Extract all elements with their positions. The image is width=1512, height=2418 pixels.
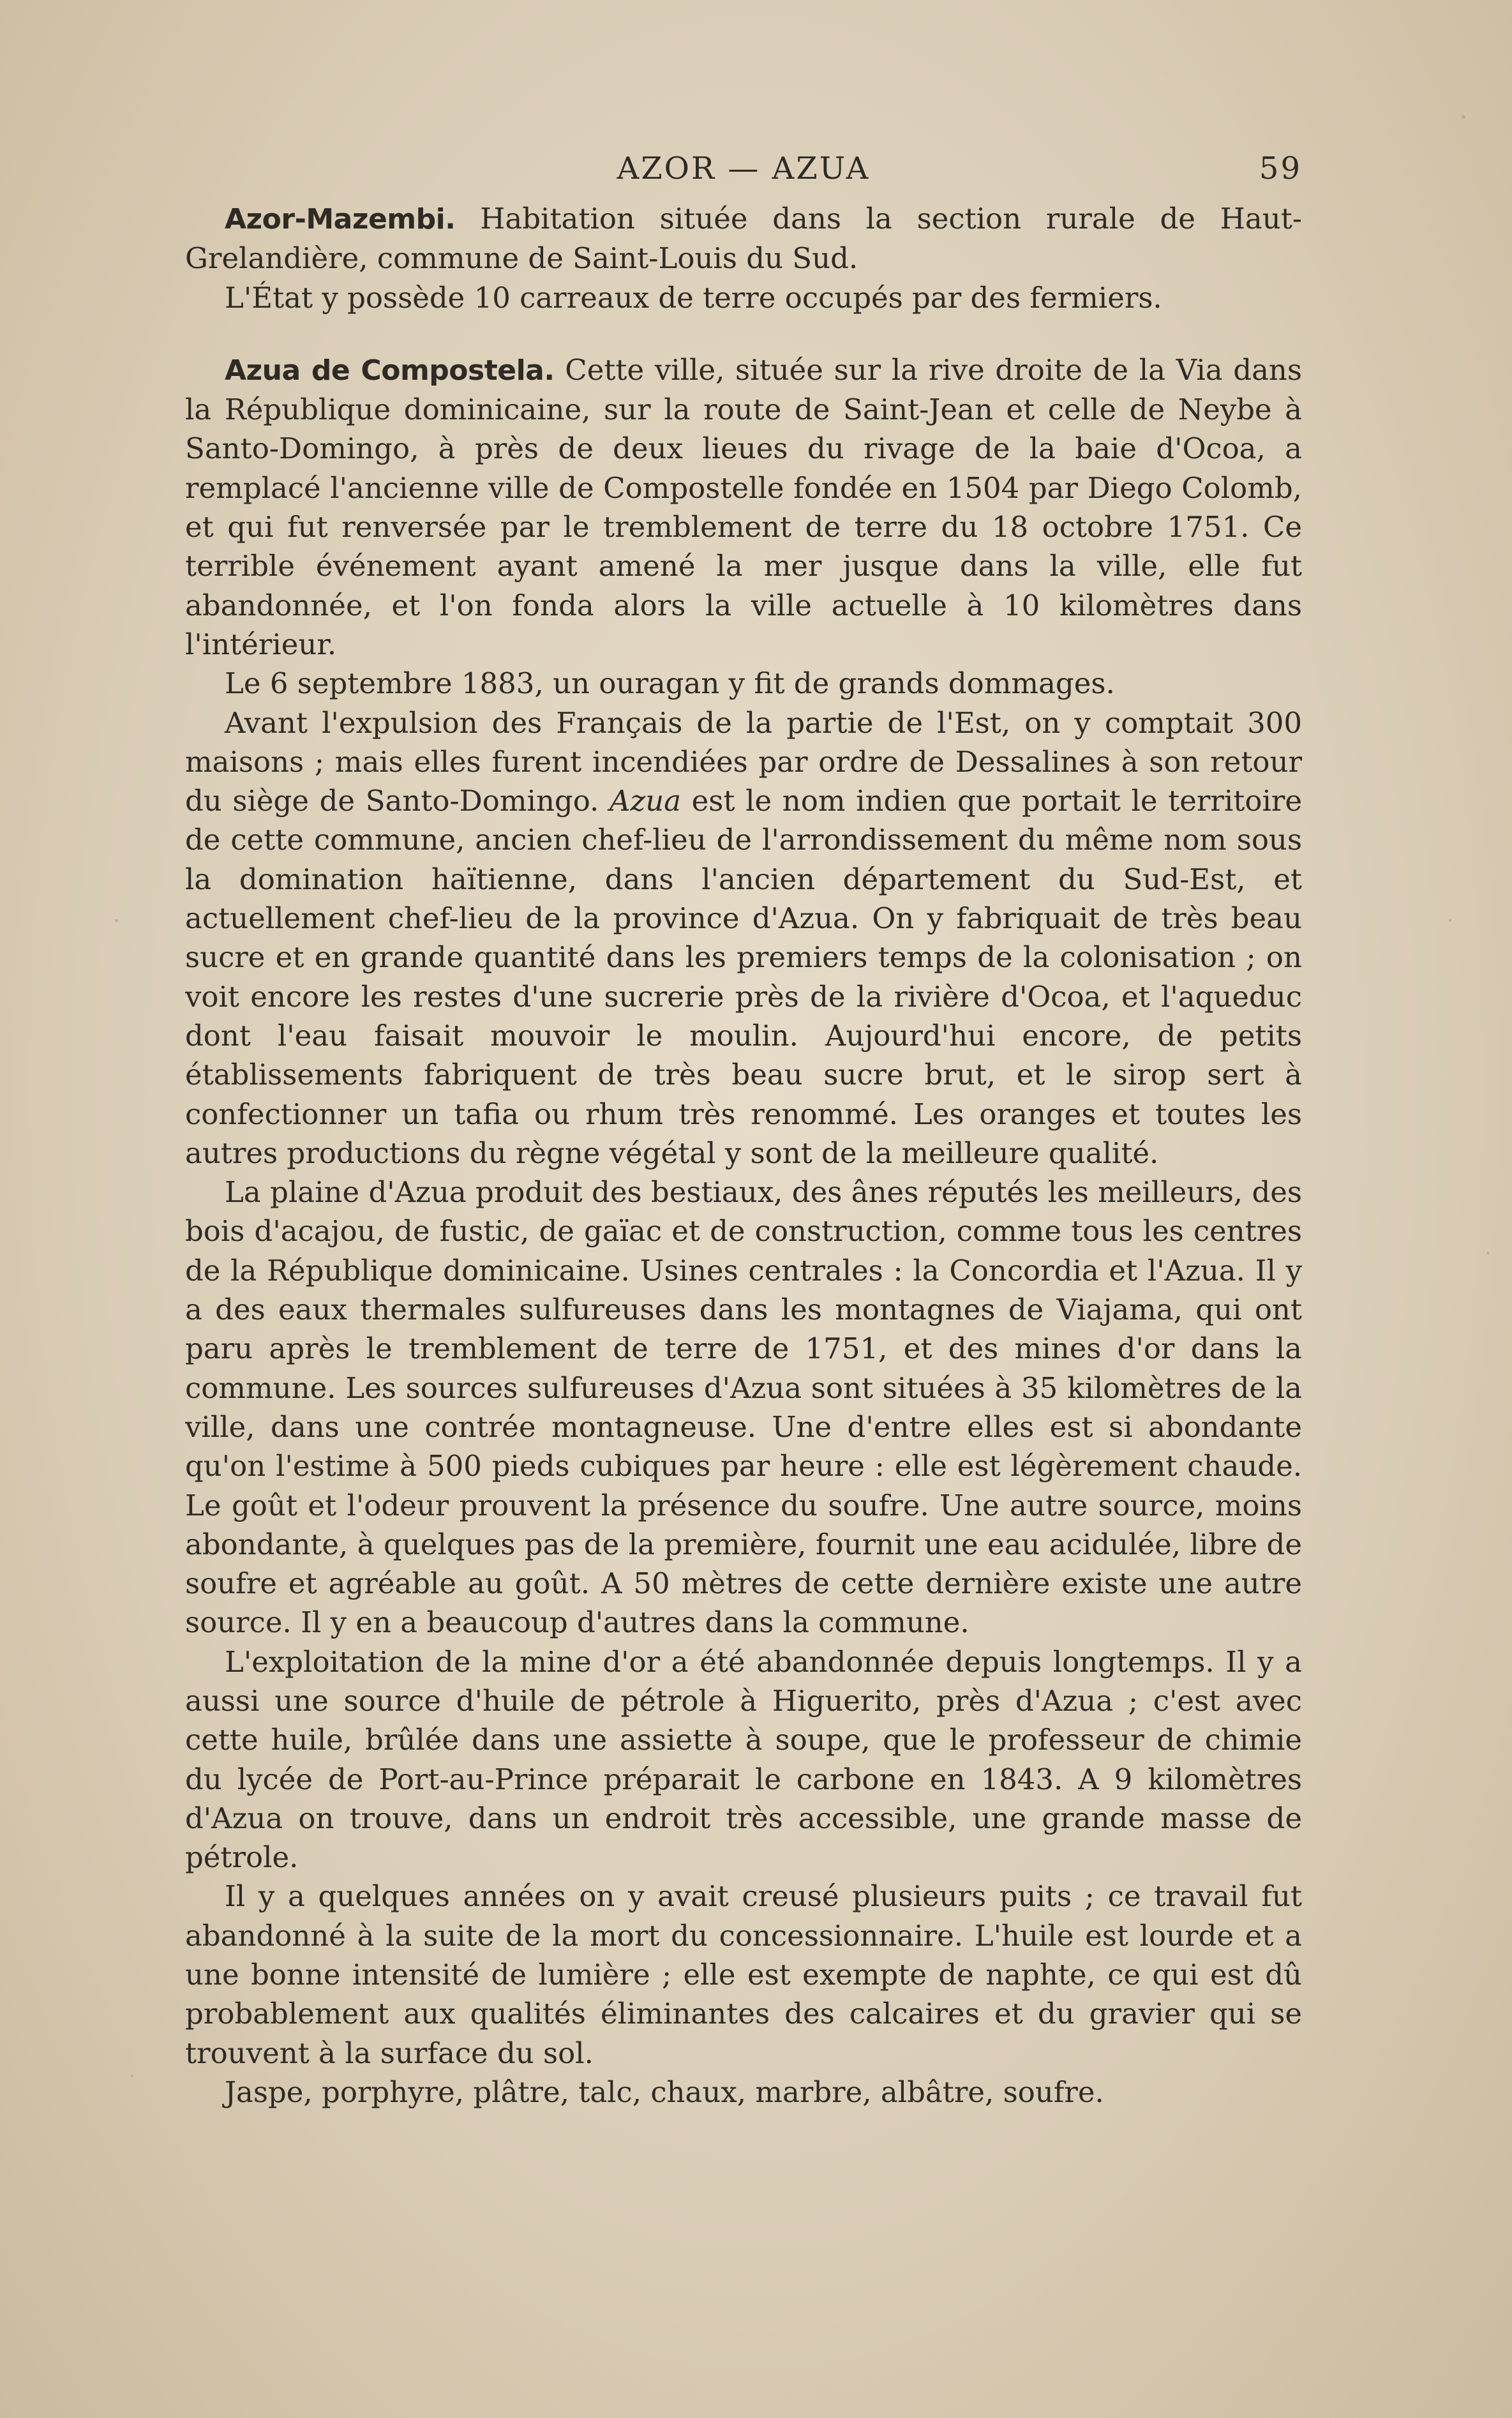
page [185,148,1302,2287]
entry-paragraph [185,350,1302,664]
entry-text: Habitation située dans la section rurale de Haut-Grelandière, commune de Saint-Louis du Sud. [185,202,1302,276]
entry-text: Avant l'expulsion des Français de la partie de l'Est, on y comptait 300 maisons ; mais elles furent incendiées par ordre de Dessalines à son retour du siège de Santo-Domingo. [185,705,1302,818]
entry-paragraph: L'exploitation de la mine d'or a été abandonnée depuis longtemps. Il y a aussi une source d'huile de pétrole à Higuerito, près d'Azua ; c'est avec cette huile, brûlée dans une assiette à soupe, que le professeur de chimie du lycée de Port-au-Prince préparait le carbone en 1843. A 9 kilomètres d'Azua on trouve, dans un endroit très accessible, une grande masse de pétrole. [185,1644,1302,1875]
entry-azua-de-compostela [185,350,1302,2112]
entry-paragraph: L'État y possède 10 carreaux de terre occupés par des fermiers. [225,280,1162,315]
entry-paragraph [185,199,1302,278]
entry-paragraph: Il y a quelques années on y avait creusé plusieurs puits ; ce travail fut abandonné à la suite de la mort du concessionnaire. L'huile est lourde et a une bonne intensité de lumière ; elle est exempte de naphte, ce qui est dû probablement aux qualités éliminantes des calcaires et du gravier qui se trouvent à la surface du sol. [185,1879,1302,2070]
page-number: 59 [1259,151,1302,186]
entry-text: est le nom indien que portait le territoire de cette commune, ancien chef-lieu de l'arrondissement du même nom sous la domination haïtienne, dans l'ancien département du Sud-Est, et actuellement chef-lieu de la province d'Azua. On y fabriquait de très beau sucre et en grande quantité dans les premiers temps de la colonisation ; on voit encore les restes d'une sucrerie près de la rivière d'Ocoa, et l'aqueduc dont l'eau faisait mouvoir le moulin. Aujourd'hui encore, de petits établissements fabriquent de très beau sucre brut, et le sirop sert à confectionner un tafia ou rhum très renommé. Les oranges et toutes les autres productions du règne végétal y sont de la meilleure qualité. [185,784,1302,1170]
italic-term: Azua [610,784,682,818]
entry-azor-mazembi [185,199,1302,317]
entry-paragraph: Le 6 septembre 1883, un ouragan y fit de grands dommages. [225,666,1115,701]
running-title: AZOR — AZUA [617,151,871,186]
entry-text: Cette ville, située sur la rive droite de la Via dans la République dominicaine, sur la route de Saint-Jean et celle de Neybe à Santo-Domingo, à près de deux lieues du rivage de la baie d'Ocoa, a remplacé l'ancienne ville de Compostelle fondée en 1504 par Diego Colomb, et qui fut renversée par le tremblement de terre du 18 octobre 1751. Ce terrible événement ayant amené la mer jusque dans la ville, elle fut abandonnée, et l'on fonda alors la ville actuelle à 10 kilomètres dans l'intérieur. [185,352,1302,661]
running-header [185,148,1302,199]
headword: Azua de Compostela. [225,354,555,387]
entry-paragraph: Jaspe, porphyre, plâtre, talc, chaux, marbre, albâtre, soufre. [225,2075,1104,2109]
headword: Azor-Mazembi. [225,203,456,236]
entry-paragraph: La plaine d'Azua produit des bestiaux, des ânes réputés les meilleurs, des bois d'acajou, de fustic, de gaïac et de construction, comme tous les centres de la République dominicaine. Usines centrales : la Concordia et l'Azua. Il y a des eaux thermales sulfureuses dans les montagnes de Viajama, qui ont paru après le tremblement de terre de 1751, et des mines d'or dans la commune. Les sources sulfureuses d'Azua sont situées à 35 kilomètres de la ville, dans une contrée montagneuse. Une d'entre elles est si abondante qu'on l'estime à 500 pieds cubiques par heure : elle est légèrement chaude. Le goût et l'odeur prouvent la présence du soufre. Une autre source, moins abondante, à quelques pas de la première, fournit une eau acidulée, libre de soufre et agréable au goût. A 50 mètres de cette dernière existe une autre source. Il y en a beaucoup d'autres dans la commune. [185,1175,1302,1640]
entry-paragraph [185,703,1302,1173]
